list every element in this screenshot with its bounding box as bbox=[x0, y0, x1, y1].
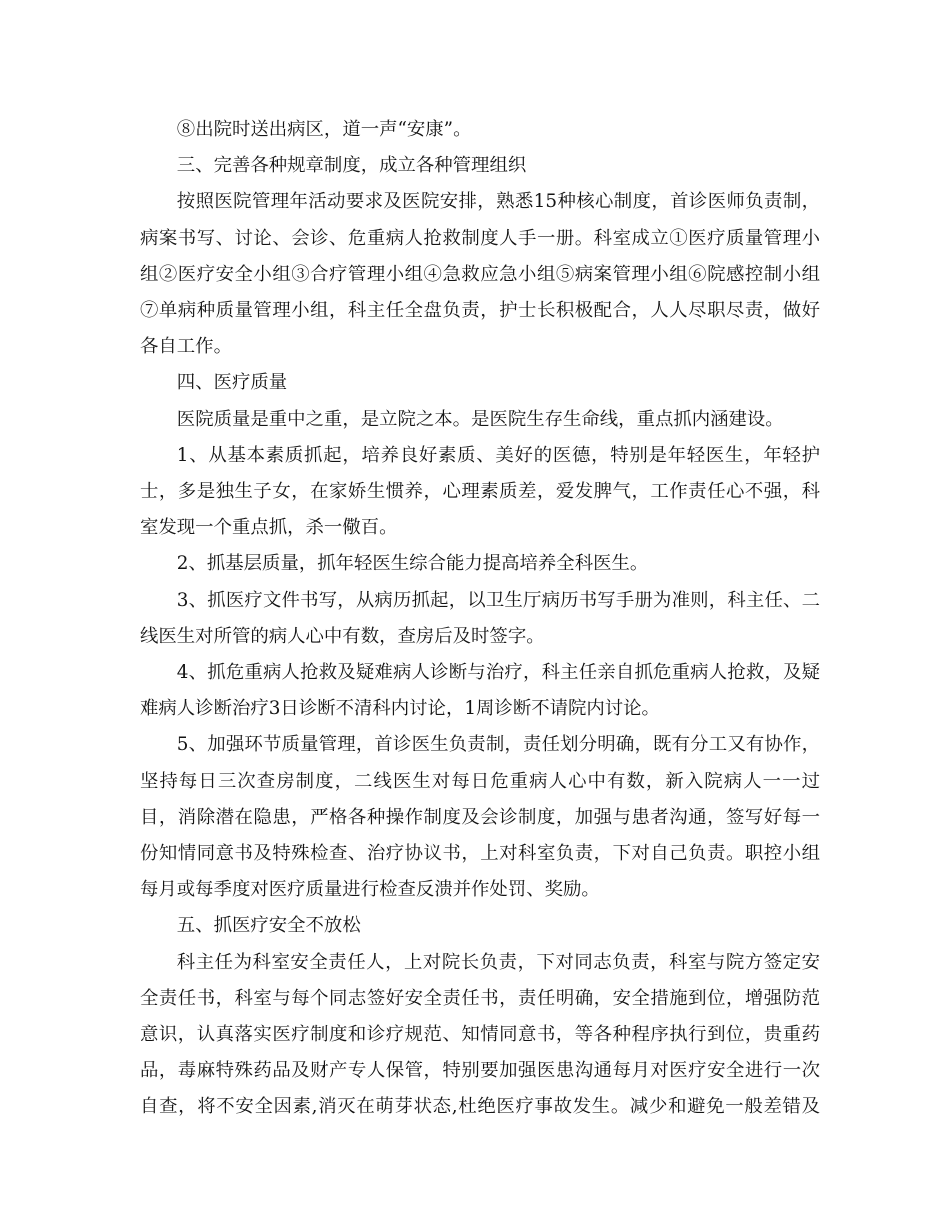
paragraph-item-3: 3、抓医疗文件书写，从病历抓起，以卫生厅病历书写手册为准则，科主任、二线医生对所管的病人心中有数，查房后及时签字。 bbox=[140, 589, 820, 647]
paragraph-rules-organizations: 按照医院管理年活动要求及医院安排，熟悉15种核心制度，首诊医师负责制，病案书写、讨论、会诊、危重病人抢救制度人手一册。科室成立①医疗质量管理小组②医疗安全小组③合疗管理小组④急救应急小组⑤病案管理小组⑥院感控制小组⑦单病种质量管理小组，科主任全盘负责，护士长积极配合，人人尽职尽责，做好各自工作。 bbox=[140, 191, 820, 358]
paragraph-quality-intro: 医院质量是重中之重，是立院之本。是医院生存生命线，重点抓内涵建设。 bbox=[176, 408, 784, 430]
paragraph-item-5: 5、加强环节质量管理，首诊医生负责制，责任划分明确，既有分工又有协作，坚持每日三次查房制度，二线医生对每日危重病人心中有数，新入院病人一一过目，消除潜在隐患，严格各种操作制度及会诊制度，加强与患者沟通，签写好每一份知情同意书及特殊检查、治疗协议书，上对科室负责，下对自己负责。职控小组每月或每季度对医疗质量进行检查反溃并作处罚、奖励。 bbox=[140, 734, 820, 901]
paragraph-discharge-greeting: ⑧出院时送出病区，道一声“安康”。 bbox=[176, 119, 472, 140]
paragraph-item-1: 1、从基本素质抓起，培养良好素质、美好的医德，特别是年轻医生，年轻护士，多是独生子女，在家娇生惯养，心理素质差，爱发脾气，工作责任心不强，科室发现一个重点抓，杀一儆百。 bbox=[140, 444, 820, 539]
heading-section-four: 四、医疗质量 bbox=[176, 372, 288, 394]
paragraph-item-4: 4、抓危重病人抢救及疑难病人诊断与治疗，科主任亲自抓危重病人抢救，及疑难病人诊断治疗3日诊断不清科内讨论，1周诊断不请院内讨论。 bbox=[140, 662, 820, 720]
heading-section-five: 五、抓医疗安全不放松 bbox=[176, 915, 361, 937]
heading-section-three: 三、完善各种规章制度，成立各种管理组织 bbox=[176, 155, 527, 177]
document-body bbox=[140, 112, 820, 1126]
paragraph-item-2: 2、抓基层质量，抓年轻医生综合能力提高培养全科医生。 bbox=[176, 553, 649, 575]
paragraph-safety: 科主任为科室安全责任人，上对院长负责，下对同志负责，科室与院方签定安全责任书，科室与每个同志签好安全责任书，责任明确，安全措施到位，增强防范意识，认真落实医疗制度和诊疗规范、知情同意书，等各种程序执行到位，贵重药品，毒麻特殊药品及财产专人保管，特别要加强医患沟通每月对医疗安全进行一次自查，将不安全因素,消灭在萌芽状态,杜绝医疗事故发生。减少和避免一般差错及 bbox=[140, 951, 820, 1118]
